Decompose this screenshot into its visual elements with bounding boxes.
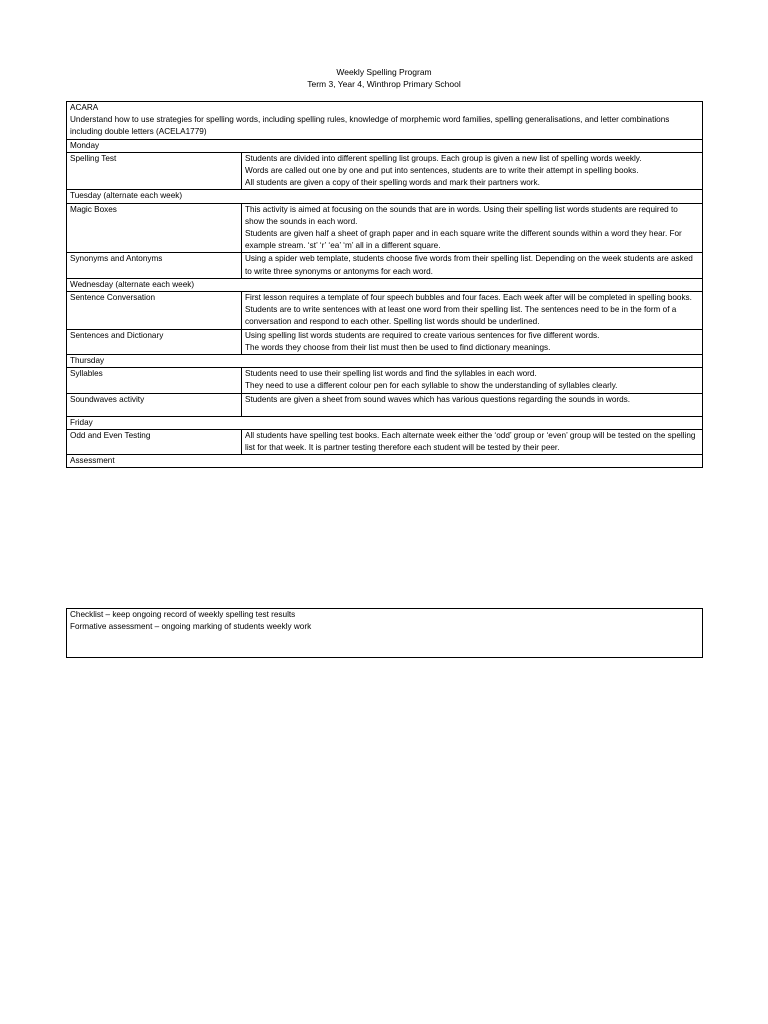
- sentence-conversation-row: [67, 292, 703, 330]
- description-line: Students are to write sentences with at least one word from their spelling list. The sentences need to be in the form of a conversation and respond to each other. Spelling list words should be underlined.: [245, 305, 677, 327]
- description-line: All students have spelling test books. Each alternate week either the ‘odd’ group or ‘even’ group will be tested on the spelling list for that week. It is partner testing therefore each student will be tested by their peer.: [245, 430, 696, 453]
- activity-name: Syllables: [67, 368, 242, 393]
- activity-name: Sentence Conversation: [67, 292, 242, 330]
- odd-even-row: [67, 429, 703, 454]
- activity-description: [242, 329, 703, 354]
- monday-heading: Monday: [67, 139, 703, 152]
- activity-description: [242, 292, 703, 330]
- friday-heading: Friday: [67, 416, 703, 429]
- description-line: First lesson requires a template of four speech bubbles and four faces. Each week after will be completed in spelling books.: [245, 293, 692, 303]
- activity-name: Soundwaves activity: [67, 393, 242, 416]
- document-subtitle: Term 3, Year 4, Winthrop Primary School: [307, 79, 461, 89]
- monday-row: [67, 139, 703, 152]
- description-line: Using spelling list words students are required to create various sentences for five different words.: [245, 330, 600, 340]
- description-line: This activity is aimed at focusing on the sounds that are in words. Using their spelling list words students are required to show the sounds in each word.: [245, 204, 678, 226]
- description-line: Using a spider web template, students choose five words from their spelling list. Depending on the week students are asked to write three synonyms or antonyms for each word.: [245, 254, 693, 276]
- activity-name: Spelling Test: [67, 152, 242, 190]
- description-line: They need to use a different colour pen for each syllable to show the understanding of syllables clearly.: [245, 381, 618, 391]
- friday-row: [67, 416, 703, 429]
- acara-cell: [67, 102, 703, 140]
- assessment-heading: Assessment: [67, 455, 703, 468]
- sentences-dictionary-row: [67, 329, 703, 354]
- activity-description: [242, 253, 703, 278]
- activity-description: [242, 393, 703, 416]
- wednesday-heading: Wednesday (alternate each week): [67, 278, 703, 291]
- document-title: Weekly Spelling Program: [336, 67, 432, 77]
- activity-description: [242, 152, 703, 190]
- assessment-details-cell: [67, 609, 703, 658]
- assessment-row: [67, 455, 703, 468]
- thursday-heading: Thursday: [67, 355, 703, 368]
- activity-name: Odd and Even Testing: [67, 429, 242, 454]
- activity-description: [242, 368, 703, 393]
- description-line: The words they choose from their list must then be used to find dictionary meanings.: [245, 342, 551, 352]
- syllables-row: [67, 368, 703, 393]
- assessment-details-row: [67, 609, 703, 658]
- activity-name: Synonyms and Antonyms: [67, 253, 242, 278]
- acara-label: ACARA: [70, 103, 99, 112]
- spelling-program-table: [66, 101, 703, 468]
- acara-text: Understand how to use strategies for spelling words, including spelling rules, knowledge of morphemic word families, spelling generalisations, and letter combinations including double letters (ACELA1779): [70, 115, 670, 137]
- activity-name: Magic Boxes: [67, 203, 242, 253]
- description-line: Students are given half a sheet of graph paper and in each square write the different sounds within a word they hear. For example stream. ‘st’ ‘r’ ‘ea’ ‘m’ all in a different square.: [245, 229, 682, 251]
- tuesday-row: [67, 190, 703, 203]
- spelling-test-row: [67, 152, 703, 190]
- magic-boxes-row: [67, 203, 703, 253]
- assessment-line: Checklist – keep ongoing record of weekly spelling test results: [70, 610, 296, 619]
- document-header: [0, 66, 768, 90]
- acara-row: [67, 102, 703, 140]
- description-line: Words are called out one by one and put into sentences, students are to write their attempt in spelling books.: [245, 166, 639, 176]
- description-line: Students are divided into different spelling list groups. Each group is given a new list of spelling words weekly.: [245, 153, 642, 163]
- synonyms-row: [67, 253, 703, 278]
- activity-name: Sentences and Dictionary: [67, 329, 242, 354]
- description-line: Students need to use their spelling list words and find the syllables in each word.: [245, 369, 537, 379]
- description-line: All students are given a copy of their spelling words and mark their partners work.: [245, 178, 540, 188]
- description-line: Students are given a sheet from sound waves which has various questions regarding the sounds in words.: [245, 394, 631, 404]
- assessment-line: Formative assessment – ongoing marking of students weekly work: [70, 622, 312, 632]
- activity-description: [242, 203, 703, 253]
- assessment-table: [66, 608, 703, 658]
- thursday-row: [67, 355, 703, 368]
- tuesday-heading: Tuesday (alternate each week): [67, 190, 703, 203]
- activity-description: [242, 429, 703, 454]
- soundwaves-row: [67, 393, 703, 416]
- wednesday-row: [67, 278, 703, 291]
